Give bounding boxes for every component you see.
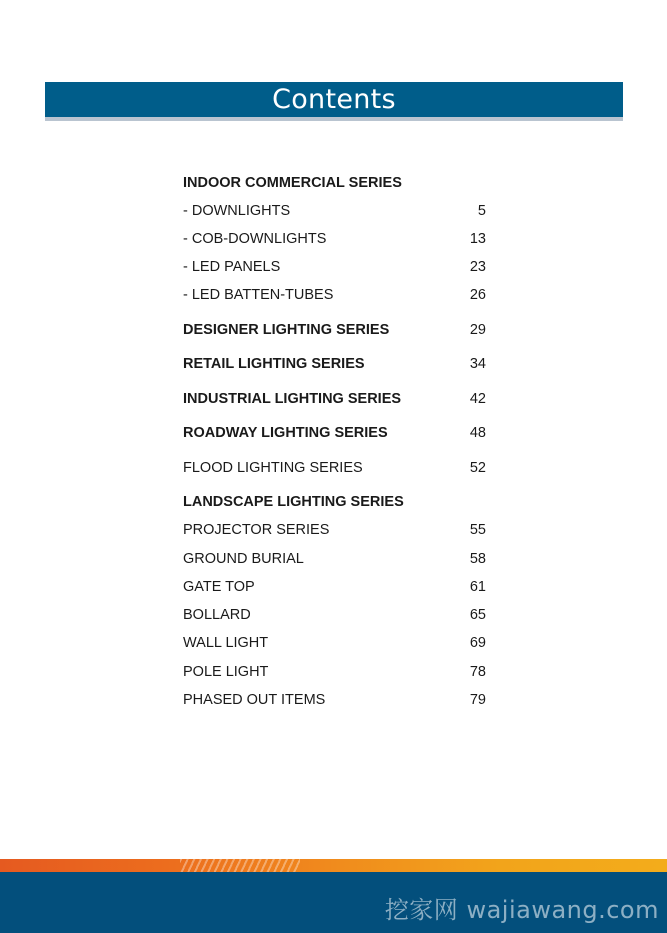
toc-entry[interactable] xyxy=(183,690,486,710)
toc-entry-label: RETAIL LIGHTING SERIES xyxy=(183,356,365,372)
toc-entry-label: FLOOD LIGHTING SERIES xyxy=(183,460,363,476)
toc-entry-label: WALL LIGHT xyxy=(183,635,269,651)
toc-entry-page: 65 xyxy=(469,607,486,623)
toc-entry[interactable] xyxy=(183,173,486,193)
toc-entry-page: 29 xyxy=(469,322,486,338)
toc-entry-label: POLE LIGHT xyxy=(183,664,269,680)
toc-entry-label: LANDSCAPE LIGHTING SERIES xyxy=(183,494,404,510)
toc-entry[interactable] xyxy=(183,520,486,540)
toc-entry[interactable] xyxy=(183,354,486,374)
toc-entry[interactable] xyxy=(183,492,486,512)
toc-entry-page: 48 xyxy=(469,425,486,441)
toc-entry[interactable] xyxy=(183,633,486,653)
toc-entry[interactable] xyxy=(183,662,486,682)
title-bar xyxy=(45,82,623,117)
toc-entry-page: 23 xyxy=(469,259,486,275)
toc-entry[interactable] xyxy=(183,201,486,221)
toc-entry[interactable] xyxy=(183,605,486,625)
toc-entry-label: - LED PANELS xyxy=(183,259,281,275)
toc-entry-label: GATE TOP xyxy=(183,579,255,595)
footer-hatch-pattern xyxy=(180,859,300,872)
watermark: 挖家网 wajiawang.com xyxy=(384,896,659,924)
toc-entry-page: 52 xyxy=(469,460,486,476)
toc-entry-page: 79 xyxy=(469,692,486,708)
footer-accent-stripe xyxy=(0,859,667,872)
toc-entry-label: ROADWAY LIGHTING SERIES xyxy=(183,425,388,441)
toc-entry[interactable] xyxy=(183,285,486,305)
toc-entry[interactable] xyxy=(183,320,486,340)
toc-entry-page: 58 xyxy=(469,551,486,567)
toc-entry-label: GROUND BURIAL xyxy=(183,551,304,567)
toc-entry[interactable] xyxy=(183,423,486,443)
toc-entry-page: 55 xyxy=(469,522,486,538)
toc-entry-page: 69 xyxy=(469,635,486,651)
toc-entry-label: PHASED OUT ITEMS xyxy=(183,692,326,708)
toc-entry-label: INDOOR COMMERCIAL SERIES xyxy=(183,175,402,191)
toc-entry-label: - LED BATTEN-TUBES xyxy=(183,287,334,303)
toc-entry[interactable] xyxy=(183,577,486,597)
toc-entry-label: DESIGNER LIGHTING SERIES xyxy=(183,322,390,338)
toc-entry-label: - DOWNLIGHTS xyxy=(183,203,291,219)
toc-entry-page: 5 xyxy=(477,203,486,219)
toc-entry-label: INDUSTRIAL LIGHTING SERIES xyxy=(183,391,402,407)
toc-entry-label: BOLLARD xyxy=(183,607,251,623)
toc-entry-page: 61 xyxy=(469,579,486,595)
toc-entry-page: 26 xyxy=(469,287,486,303)
page-title: Contents xyxy=(272,84,396,115)
toc-entry-label: PROJECTOR SERIES xyxy=(183,522,330,538)
toc-entry-page: 78 xyxy=(469,664,486,680)
toc-entry[interactable] xyxy=(183,257,486,277)
toc-entry-page: 13 xyxy=(469,231,486,247)
toc-entry[interactable] xyxy=(183,549,486,569)
toc-entry-page: 34 xyxy=(469,356,486,372)
toc-entry[interactable] xyxy=(183,458,486,478)
toc-entry-label: - COB-DOWNLIGHTS xyxy=(183,231,327,247)
toc-entry-page: 42 xyxy=(469,391,486,407)
title-bar-underline xyxy=(45,117,623,121)
toc-entry[interactable] xyxy=(183,229,486,249)
toc-entry[interactable] xyxy=(183,389,486,409)
